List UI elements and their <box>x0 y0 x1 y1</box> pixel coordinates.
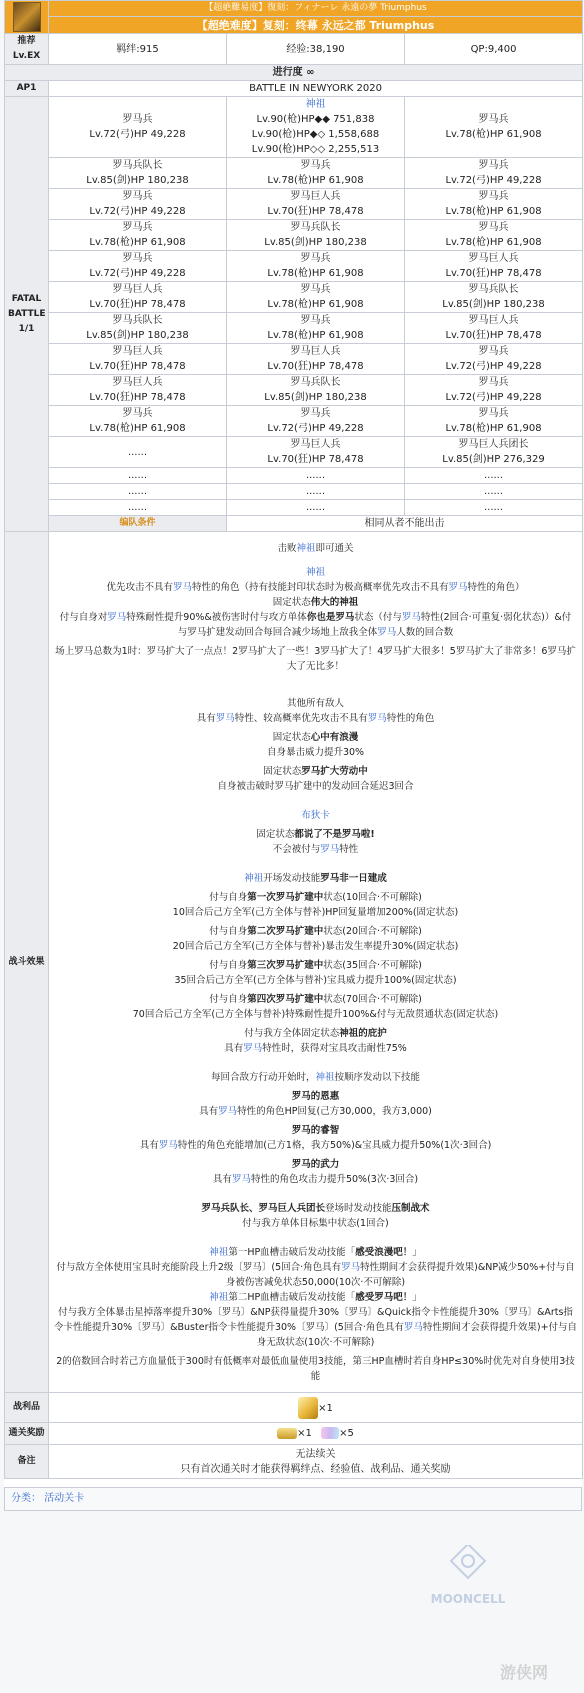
effect-line: 付与敌方全体使用宝具时充能阶段上升2级〔罗马〕(5回合·角色具有罗马特性期间才会获得提升效果)&NP减少50%+付与自 <box>56 1261 575 1273</box>
enemy-cell <box>227 344 405 375</box>
effect-line: 固定状态都说了不是罗马啦! <box>256 828 375 840</box>
moon-icon <box>428 1545 508 1589</box>
progress-row: 进行度 ∞ <box>5 65 583 81</box>
enemy-cell: ...... <box>49 500 227 516</box>
enemy-name: 罗马兵 <box>478 160 509 171</box>
reward-count: ×5 <box>339 1428 354 1439</box>
enemy-name: 罗马巨人兵 <box>290 439 341 450</box>
ap-cost: AP1 <box>5 81 49 97</box>
enemy-row <box>5 220 583 251</box>
note-label: 备注 <box>5 1445 49 1479</box>
note-line-2: 只有首次通关时才能获得羁绊点、经验值、战利品、通关奖励 <box>180 1463 451 1475</box>
bond-points: 羁绊:915 <box>49 34 227 65</box>
effect-line: 具有罗马特性的角色攻击力提升50%(3次·3回合) <box>212 1173 419 1185</box>
enemy-cell: ...... <box>49 484 227 500</box>
enemy-cell: ...... <box>49 468 227 484</box>
enemy-stats: Lv.78(枪)HP 61,908 <box>445 129 542 140</box>
enemy-cell <box>227 282 405 313</box>
effect-line: 神祖开场发动技能罗马非一日建成 <box>244 872 387 884</box>
enemy-name: 罗马兵 <box>300 408 331 419</box>
effect-line: 付与我方全体固定状态神祖的庇护 <box>244 1027 387 1039</box>
quest-table <box>4 0 583 1479</box>
effect-line: 身被伤害减免状态50,000(10次·不可解除) <box>225 1276 406 1288</box>
enemy-name: 罗马巨人兵 <box>112 346 163 357</box>
effect-line: 付与自身第一次罗马扩建中状态(10回合·不可解除) <box>209 891 422 903</box>
enemy-name: 罗马兵 <box>478 346 509 357</box>
enemy-name: 罗马巨人兵 <box>112 284 163 295</box>
enemy-stats: Lv.72(弓)HP 49,228 <box>445 175 542 186</box>
enemy-row <box>5 313 583 344</box>
effect-line: 20回合后己方全军(己方全体与替补)暴击发生率提升30%(固定状态) <box>172 940 459 952</box>
effect-line: 与罗马扩建发动回合每回合减少场地上敌我全体罗马人数的回合数 <box>177 626 454 638</box>
enemy-row <box>5 344 583 375</box>
enemy-stats: Lv.70(狂)HP 78,478 <box>445 330 542 341</box>
enemy-cell: ...... <box>405 484 583 500</box>
enemy-stats: Lv.85(剑)HP 276,329 <box>442 454 545 465</box>
team-condition: 相同从者不能出击 <box>227 516 583 532</box>
enemy-stats: Lv.70(狂)HP 78,478 <box>89 392 186 403</box>
enemy-cell: ...... <box>405 500 583 516</box>
enemy-name: 罗马兵队长 <box>290 377 341 388</box>
recommend-value: Lv.EX <box>12 51 41 61</box>
enemy-name: 罗马兵 <box>478 114 509 125</box>
effect-line: 2的倍数回合时若己方血量低于300时有低概率对最低血量使用3技能，第三HP血槽时若自身HP≤30%时优先对自身使用3技 <box>56 1355 575 1367</box>
effect-line: 身无敌状态(10次·不可解除) <box>256 1336 375 1348</box>
enemy-stats: Lv.78(枪)HP 61,908 <box>267 268 364 279</box>
enemy-stats: Lv.72(弓)HP 49,228 <box>445 392 542 403</box>
enemy-name: 罗马兵 <box>300 315 331 326</box>
enemy-name: 罗马兵队长 <box>112 315 163 326</box>
effect-line: 固定状态心中有浪漫 <box>272 731 359 743</box>
enemy-name: 罗马巨人兵 <box>290 191 341 202</box>
effect-line: 具有罗马特性时，获得对宝具攻击耐性75% <box>224 1042 407 1054</box>
enemy-cell <box>227 406 405 437</box>
enemy-cell <box>405 189 583 220</box>
gold-bar-icon[interactable] <box>277 1428 297 1439</box>
enemy-name: 罗马兵 <box>478 222 509 233</box>
battle-effects <box>49 532 583 1393</box>
enemy-cell <box>405 344 583 375</box>
enemy-stats: Lv.72(弓)HP 49,228 <box>89 268 186 279</box>
enemy-name: 罗马兵 <box>300 284 331 295</box>
enemy-stats: Lv.85(剑)HP 180,238 <box>86 330 189 341</box>
enemy-name: 罗马巨人兵 <box>468 315 519 326</box>
enemy-row <box>5 251 583 282</box>
effect-line: 神祖第一HP血槽击破后发动技能「感受浪漫吧！」 <box>209 1246 422 1258</box>
battle-label-1: FATAL <box>11 293 42 304</box>
enemy-cell <box>49 375 227 406</box>
enemy-name: 罗马兵队长 <box>112 160 163 171</box>
effect-line: 自身被击破时罗马扩建中的发动回合延迟3回合 <box>217 780 414 792</box>
enemy-cell <box>49 251 227 282</box>
enemy-name: 罗马兵 <box>122 222 153 233</box>
enemy-row <box>5 437 583 468</box>
enemy-name: 罗马兵 <box>300 160 331 171</box>
category-bar <box>4 1487 582 1511</box>
enemy-cell <box>49 220 227 251</box>
effect-line: 自身暴击威力提升30% <box>266 746 365 758</box>
effect-line: 令卡性能提升30%〔罗马〕&Buster指令卡性能提升30%〔罗马〕(5回合·角色具有罗马特性期间才会获得提升效果)+付与自 <box>53 1321 578 1333</box>
team-condition-label: 编队条件 <box>49 516 227 532</box>
enemy-cell <box>49 158 227 189</box>
enemy-cell <box>405 375 583 406</box>
quest-title: 【超绝难度】复刻：终幕 永远之都 Triumphus <box>49 17 583 34</box>
battle-effects-label: 战斗效果 <box>5 532 49 1393</box>
battle-label-2: BATTLE <box>8 308 46 319</box>
recommend-level <box>5 34 49 65</box>
loot-items <box>49 1393 583 1423</box>
enemy-cell: ...... <box>227 500 405 516</box>
note-line-1: 无法续关 <box>295 1448 336 1460</box>
enemy-name: 罗马兵 <box>478 377 509 388</box>
enemy-stats: Lv.78(枪)HP 61,908 <box>445 206 542 217</box>
battle-label <box>5 97 49 532</box>
enemy-cell <box>405 313 583 344</box>
effect-line: 固定状态罗马扩大劳动中 <box>263 765 368 777</box>
enemy-stats: Lv.85(剑)HP 180,238 <box>86 175 189 186</box>
enemy-name: 罗马巨人兵 <box>468 253 519 264</box>
exp-points: 经验:38,190 <box>227 34 405 65</box>
enemy-name: 罗马兵 <box>122 114 153 125</box>
battle-location: BATTLE IN NEWYORK 2020 <box>49 81 583 97</box>
enemy-cell <box>405 251 583 282</box>
enemy-cell <box>227 220 405 251</box>
enemy-cell <box>227 375 405 406</box>
effect-line: 场上罗马总数为1时：罗马扩大了一点点！2罗马扩大了一些！3罗马扩大了！4罗马扩大很多！5罗马扩大了非常多！6罗马扩大了无比多！ <box>55 645 576 672</box>
enemy-row <box>5 500 583 516</box>
loot-label: 战利品 <box>5 1393 49 1423</box>
enemy-stats: Lv.85(剑)HP 180,238 <box>442 299 545 310</box>
boss-link[interactable]: 神祖 <box>296 542 316 554</box>
enemy-name: ...... <box>127 446 148 458</box>
enemy-name: 罗马巨人兵 <box>290 346 341 357</box>
enemy-cell <box>49 282 227 313</box>
effect-line: 击败神祖即可通关 <box>277 542 354 554</box>
skill-name: 罗马的睿智 <box>291 1124 340 1136</box>
effect-line: 70回合后己方全军(己方全体与替补)特殊耐性提升100%&付与无敌贯通状态(固定状态) <box>132 1008 499 1020</box>
enemy-name: 罗马兵队长 <box>290 222 341 233</box>
recommend-label: 推荐 <box>17 36 36 46</box>
effect-line: 神祖第二HP血槽击破后发动技能「感受罗马吧！」 <box>209 1291 422 1303</box>
enemy-stats: Lv.78(枪)HP 61,908 <box>267 175 364 186</box>
effect-line: 能 <box>310 1370 321 1382</box>
enemy-cell: ...... <box>227 484 405 500</box>
enemy-cell <box>49 437 227 468</box>
boudica-link[interactable]: 布狄卡 <box>301 809 330 821</box>
effect-line: 罗马兵队长、罗马巨人兵团长登场时发动技能压制战术 <box>201 1202 430 1214</box>
boss-cell <box>227 97 405 158</box>
effect-line: 其他所有敌人 <box>287 697 345 709</box>
enemy-cell: ...... <box>227 468 405 484</box>
effect-line: 具有罗马特性的角色HP回复(己方30,000，我方3,000) <box>199 1105 432 1117</box>
enemy-cell <box>405 97 583 158</box>
enemy-cell <box>227 251 405 282</box>
boss-name[interactable]: 神祖 <box>305 99 326 110</box>
boss-stats-2: Lv.90(枪)HP◆◇ 1,558,688 <box>251 129 380 140</box>
effect-line: 具有罗马特性的角色充能增加(己方1格，我方50%)&宝具威力提升50%(1次·3回合) <box>139 1139 492 1151</box>
servant-icon <box>13 2 41 32</box>
effect-line: 付与我方全体暴击星掉落率提升30%〔罗马〕&NP获得量提升30%〔罗马〕&Quick指令卡性能提升30%〔罗马〕&Arts指 <box>58 1306 573 1318</box>
clear-rewards <box>49 1423 583 1445</box>
enemy-cell <box>405 282 583 313</box>
enemy-row <box>5 484 583 500</box>
category-label: 分类： <box>11 1493 41 1504</box>
enemy-name: 罗马兵队长 <box>468 284 519 295</box>
enemy-stats: Lv.78(枪)HP 61,908 <box>267 330 364 341</box>
effect-line: 35回合后己方全军(己方全体与替补)宝具威力提升100%(固定状态) <box>174 974 457 986</box>
enemy-stats: Lv.72(弓)HP 49,228 <box>445 361 542 372</box>
enemy-row <box>5 282 583 313</box>
enemy-stats: Lv.85(剑)HP 180,238 <box>264 237 367 248</box>
enemy-cell <box>49 344 227 375</box>
enemy-stats: Lv.70(狂)HP 78,478 <box>89 299 186 310</box>
enemy-cell <box>227 189 405 220</box>
effect-line: 具有罗马特性、较高概率优先攻击不具有罗马特性的角色 <box>196 712 435 724</box>
enemy-cell: ...... <box>405 468 583 484</box>
watermark-text: MOONCELL <box>430 1592 506 1606</box>
clear-reward-label: 通关奖励 <box>5 1423 49 1445</box>
reward-count: ×1 <box>297 1428 312 1439</box>
enemy-cell <box>405 220 583 251</box>
effect-line: 付与自身第三次罗马扩建中状态(35回合·不可解除) <box>209 959 422 971</box>
enemy-name: 罗马兵 <box>122 408 153 419</box>
enemy-cell <box>405 437 583 468</box>
enemy-cell <box>49 313 227 344</box>
watermark-logo <box>428 1545 508 1605</box>
enemy-cell <box>227 437 405 468</box>
effect-line: 固定状态伟大的神祖 <box>272 596 359 608</box>
gold-fragment-icon[interactable] <box>298 1397 318 1419</box>
effect-line: 付与自身第二次罗马扩建中状态(20回合·不可解除) <box>209 925 422 937</box>
enemy-stats: Lv.78(枪)HP 61,908 <box>445 423 542 434</box>
enemy-name: 罗马兵 <box>122 191 153 202</box>
enemy-cell <box>49 406 227 437</box>
enemy-stats: Lv.70(狂)HP 78,478 <box>267 361 364 372</box>
effect-line: 10回合后己方全军(己方全体与替补)HP回复量增加200%(固定状态) <box>172 906 459 918</box>
enemy-stats: Lv.78(枪)HP 61,908 <box>267 299 364 310</box>
note-text <box>49 1445 583 1479</box>
effect-line: 不会被付与罗马特性 <box>272 843 359 855</box>
enemy-name: 罗马兵 <box>478 191 509 202</box>
quest-title-jp: 【超絶難易度】復刻：フィナーレ 永遠の夢 Triumphus <box>49 1 583 17</box>
boss-stats-3: Lv.90(枪)HP◇◇ 2,255,513 <box>251 144 380 155</box>
enemy-name: 罗马巨人兵团长 <box>458 439 529 450</box>
battle-label-3: 1/1 <box>18 323 35 334</box>
enemy-stats: Lv.78(枪)HP 61,908 <box>89 423 186 434</box>
skill-name: 罗马的武力 <box>291 1158 340 1170</box>
watermark-site: 游侠网 <box>500 1663 549 1682</box>
enemy-cell <box>227 313 405 344</box>
enemy-row <box>5 468 583 484</box>
quest-info <box>4 0 582 1511</box>
enemy-stats: Lv.72(弓)HP 49,228 <box>89 129 186 140</box>
quest-icon-cell <box>5 1 49 34</box>
enemy-cell <box>49 189 227 220</box>
enemy-stats: Lv.70(狂)HP 78,478 <box>267 454 364 465</box>
category-link[interactable]: 活动关卡 <box>44 1493 85 1504</box>
effect-line: 付与我方单体目标集中状态(1回合) <box>242 1217 389 1229</box>
enemy-stats: Lv.70(狂)HP 78,478 <box>267 206 364 217</box>
enemy-stats: Lv.78(枪)HP 61,908 <box>445 237 542 248</box>
enemy-row <box>5 375 583 406</box>
enemy-name: 罗马兵 <box>478 408 509 419</box>
loot-count: ×1 <box>318 1402 333 1414</box>
effect-line: 优先攻击不具有罗马特性的角色（持有技能封印状态时为极高概率优先攻击不具有罗马特性的角色） <box>106 581 525 593</box>
enemy-stats: Lv.70(狂)HP 78,478 <box>445 268 542 279</box>
enemy-row <box>5 189 583 220</box>
boss-link[interactable]: 神祖 <box>306 566 326 578</box>
enemy-cell <box>405 158 583 189</box>
qp-reward: QP:9,400 <box>405 34 583 65</box>
enemy-cell <box>49 97 227 158</box>
enemy-row <box>5 158 583 189</box>
rainbow-lore-icon[interactable] <box>321 1427 339 1439</box>
effect-line: 每回合敌方行动开始时，神祖按顺序发动以下技能 <box>210 1071 421 1083</box>
boss-stats-1: Lv.90(枪)HP◆◆ 751,838 <box>256 114 375 125</box>
enemy-row <box>5 406 583 437</box>
effect-line: 付与自身第四次罗马扩建中状态(70回合·不可解除) <box>209 993 422 1005</box>
effect-line: 付与自身对罗马特殊耐性提升90%&被伤害时付与攻方单体你也是罗马状态（付与罗马特性(2回合·可重复·弱化状态)）&付 <box>59 611 572 623</box>
enemy-name: 罗马巨人兵 <box>112 377 163 388</box>
enemy-name: 罗马兵 <box>300 253 331 264</box>
enemy-stats: Lv.72(弓)HP 49,228 <box>267 423 364 434</box>
enemy-stats: Lv.72(弓)HP 49,228 <box>89 206 186 217</box>
enemy-stats: Lv.78(枪)HP 61,908 <box>89 237 186 248</box>
skill-name: 罗马的恩惠 <box>291 1090 340 1102</box>
enemy-stats: Lv.85(剑)HP 180,238 <box>264 392 367 403</box>
enemy-cell <box>227 158 405 189</box>
enemy-cell <box>405 406 583 437</box>
enemy-name: 罗马兵 <box>122 253 153 264</box>
enemy-stats: Lv.70(狂)HP 78,478 <box>89 361 186 372</box>
